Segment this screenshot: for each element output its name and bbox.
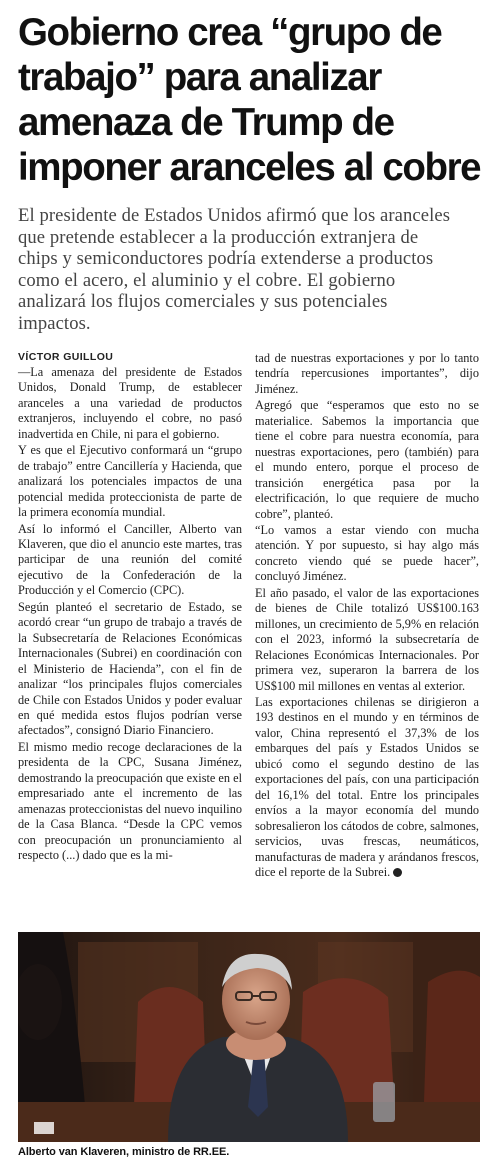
lead-line: El presidente de Estados Unidos afirmó que los aranceles (18, 205, 451, 226)
body-paragraph: El año pasado, el valor de las exportaciones de bienes de Chile totalizó US$100.163 millones, un crecimiento de 5,9% en relación con el 2023, informó la subsecretaría de Relaciones Económicas Internacionales. Por primera vez, superaron la barrera de los US$100 mil millones en ventas al exterior. (255, 585, 479, 693)
end-mark-icon (393, 868, 402, 877)
article-column-left (18, 365, 242, 865)
headline (18, 10, 481, 190)
article-photo (18, 932, 480, 1142)
body-paragraph: Según planteó el secretario de Estado, se acordó crear “un grupo de trabajo a través de la Subsecretaría de Relaciones Económicas Internacionales (Subrei) en coordinación con el Ministerio de Hacienda”, con el fin de analizar “los principales flujos comerciales de Chile con Estados Unidos y poder evaluar en qué medida estos flujos podrían verse afectados”, consignó Diario Financiero. (18, 599, 242, 738)
body-paragraph (255, 695, 479, 880)
body-paragraph: Y es que el Ejecutivo conformará un “grupo de trabajo” entre Cancillería y Hacienda, que analizará los potenciales impactos de una potencial medida proteccionista de parte de la primera economía mundial. (18, 443, 242, 520)
lead-line: impactos. (18, 312, 91, 334)
body-paragraph: El mismo medio recoge declaraciones de la presidenta de la CPC, Susana Jiménez, demostrando la preocupación que existe en el empresariado ante el incremento de las amenazas proteccionistas del nuevo inquilino de la Casa Blanca. “Desde la CPC vemos con preocupación un pronunciamiento al respecto (...) dado que es la mi- (18, 739, 242, 863)
headline-line: imponer aranceles al cobre (18, 146, 481, 189)
lead-paragraph (18, 205, 480, 335)
headline-line: amenaza de Trump de (18, 101, 394, 144)
headline-line: trabajo” para analizar (18, 56, 381, 99)
body-paragraph: —La amenaza del presidente de Estados Unidos, Donald Trump, de establecer aranceles a una variedad de productos extranjeros, incluyendo el cobre, no pasó inadvertida en Chile, ni para el gobierno. (18, 365, 242, 441)
body-paragraph: Agregó que “esperamos que esto no se materialice. Sabemos la importancia que tiene el cobre para nuestra economía, para nuestras exportaciones, pero (también) para el mundo entero, porque el proceso de transición energética pasa por la electrificación, lo que requiere de mucho cobre”, planteó. (255, 398, 479, 521)
photo-portrait-illustration (18, 932, 480, 1142)
headline-line: Gobierno crea “grupo de (18, 11, 442, 54)
lead-line: como el acero, el aluminio y el cobre. El gobierno (18, 269, 396, 291)
author-byline: VÍCTOR GUILLOU (18, 351, 114, 363)
body-paragraph: Así lo informó el Canciller, Alberto van Klaveren, que dio el anuncio este martes, tras participar de una reunión del comité ejecutivo de la Confederación de la Producción y el Comercio (CPC). (18, 521, 242, 598)
lead-line: que pretende establecer a la producción extranjera de (18, 226, 419, 248)
body-paragraph: “Lo vamos a estar viendo con mucha atención. Y por supuesto, si hay algo más concreto viendo qué se puede hacer”, concluyó Jiménez. (255, 522, 479, 584)
lead-line: analizará los flujos comerciales y sus potenciales (18, 291, 388, 313)
lead-line: chips y semiconductores podría extenderse a productos (18, 248, 434, 270)
photo-caption: Alberto van Klaveren, ministro de RR.EE. (18, 1146, 230, 1158)
body-paragraph-text: Las exportaciones chilenas se dirigieron a 193 destinos en el mundo y en términos de valor, China representó el 37,3% de los embarques del país y Estados Unidos se ubicó como el segundo destino de las exportaciones del país, con una participación del 16,1% del total. Entre los principales envíos a la mayor economía del mundo sobresalieron los cátodos de cobre, salmones, servicios, uvas frescas, neumáticos, manufacturas de madera y arándanos frescos, dice el reporte de la Subrei. (255, 694, 479, 879)
article-column-right (255, 351, 479, 881)
body-paragraph: tad de nuestras exportaciones y por lo tanto tendría repercusiones importantes”, dijo Jiménez. (255, 351, 479, 396)
